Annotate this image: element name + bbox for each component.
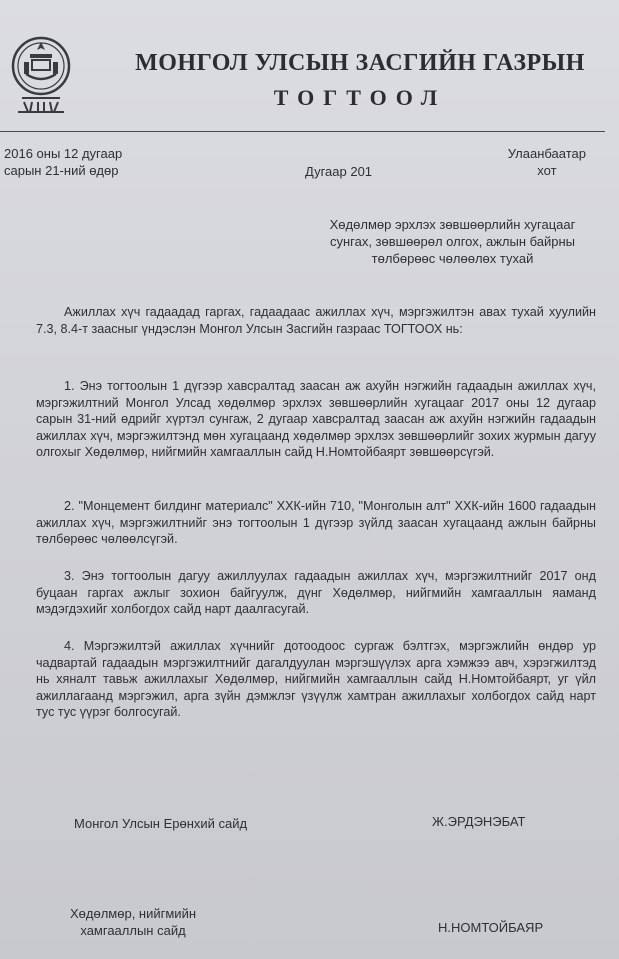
heading-government: МОНГОЛ УЛСЫН ЗАСГИЙН ГАЗРЫН <box>135 50 585 76</box>
signatory-2-title <box>70 905 196 939</box>
date-line-1: 2016 оны 12 дугаар <box>4 146 123 161</box>
clause-2-paragraph: 2. "Монцемент билдинг материалс" ХХК-ийн 710, "Монголын алт" ХХК-ийн 1600 гадаадын ажиллах хүч, мэргэжилтнийг энэ тогтоолын 1 дүгээр зүйлд заасан хугацаанд ажлын байрны төлбөрөөс чөлөөлсүгэй. <box>36 499 596 546</box>
signatory-1-title: Монгол Улсын Ерөнхий сайд <box>74 816 248 831</box>
document-date <box>4 145 122 179</box>
preamble-paragraph: Ажиллах хүч гадаадад гаргах, гадаадаас ажиллах хүч, мэргэжилтэн авах тухай хуулийн 7.3, 8.4-т заасныг үндэслэн Монгол Улсын Засгийн газраас ТОГТООХ нь: <box>36 305 596 336</box>
heading-resolution: ТОГТООЛ <box>273 85 447 110</box>
date-line-2: сарын 21-ний өдөр <box>4 163 119 178</box>
preamble-block <box>36 304 596 337</box>
resolution-subject <box>300 216 605 267</box>
clause-1-block <box>36 378 596 461</box>
subject-line-1: Хөдөлмөр эрхлэх зөвшөөрлийн хугацааг <box>329 217 576 232</box>
document-heading <box>130 50 590 111</box>
clause-3-paragraph: 3. Энэ тогтоолын дагуу ажиллуулах гадаадын ажиллах хүч, мэргэжилтнийг 2017 онд буцаан гаргах ажлыг зохион байгуулж, дүнг Хөдөлмөр, нийгмийн хамгааллын яаманд мэдэгдэхийг холбогдох сайд нарт даалгасугай. <box>36 569 596 616</box>
signatory-2-name: Н.НОМТОЙБАЯР <box>438 920 544 935</box>
clause-3-block <box>36 568 596 618</box>
subject-line-3: төлбөрөөс чөлөөлөх тухай <box>371 251 534 266</box>
clause-4-block <box>36 638 596 721</box>
clause-2-block <box>36 498 596 548</box>
signatory-2-title-line-1: Хөдөлмөр, нийгмийн <box>70 906 197 921</box>
place-line-2: хот <box>537 163 557 178</box>
clause-1-paragraph: 1. Энэ тогтоолын 1 дүгээр хавсралтад заасан аж ахуйн нэгжийн гадаадын ажиллах хүч, мэргэжилтний Монгол Улсад хөдөлмөр эрхлэх зөвшөөрлийн хугацааг 2017 оны 12 дугаар сарын 31-ний өдрийг хүртэл сунгаж, 2 дугаар хавсралтад заасан аж ахуйн нэгжийн гадаадын ажиллах хүч, мэргэжилтэнд мөн хугацаанд хөдөлмөр эрхлэх зөвшөөрлийг зохих журмын дагуу олгохыг Хөдөлмөр, нийгмийн хамгааллын сайд Н.Номтойбаярт зөвшөөрсүгэй. <box>36 379 596 459</box>
clause-4-paragraph: 4. Мэргэжилтэй ажиллах хүчнийг дотоодоос сургаж бэлтгэх, мэргэжлийн өндөр ур чадвартай гадаадын мэргэжилтнийг дагалдуулан мэргэшүүлэх арга хэмжээ авч, хэрэгжилтэд нь хяналт тавьж ажиллахыг Хөдөлмөр, нийгмийн хамгааллын сайд Н.Номтойбаярт, уг үйл ажиллагаанд мэргэжил, арга зүйн дэмжлэг үзүүлж хамтран ажиллахыг холбогдох сайд нарт тус тус үүрэг болгосугай. <box>36 639 596 719</box>
subject-line-2: сунгах, зөвшөөрөл олгох, ажлын байрны <box>329 234 576 249</box>
document-place <box>508 145 586 179</box>
header-divider <box>0 131 605 132</box>
state-emblem-icon <box>10 22 72 122</box>
document-number: Дугаар 201 <box>305 164 373 179</box>
place-line-1: Улаанбаатар <box>507 146 586 161</box>
signatory-1-name: Ж.ЭРДЭНЭБАТ <box>432 814 526 829</box>
signatory-2-title-line-2: хамгааллын сайд <box>80 923 186 938</box>
